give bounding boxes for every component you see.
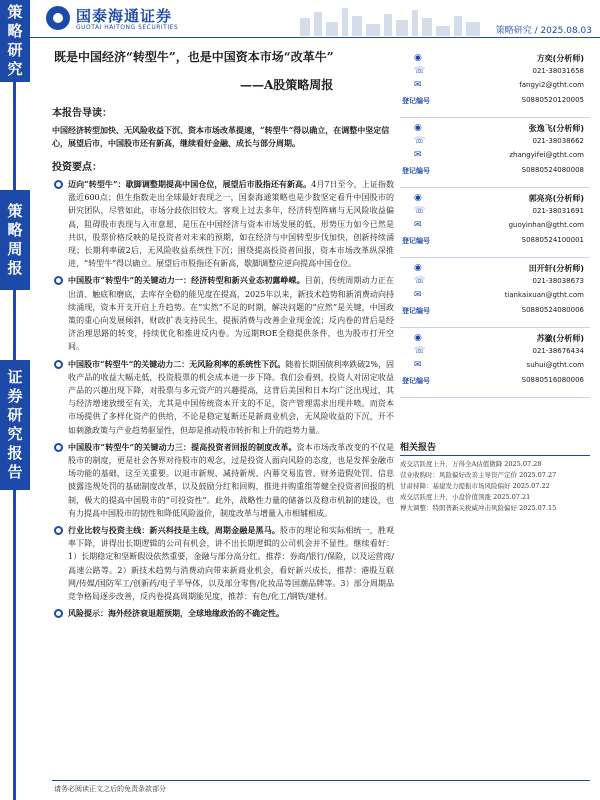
phone-icon: ☏ xyxy=(414,276,426,286)
strip-label-strategy-research: 策 略 研 究 xyxy=(0,0,30,82)
analyst-email[interactable]: tiankaixuan@gtht.com xyxy=(504,291,584,299)
bullet-icon xyxy=(54,609,63,618)
registration-number: S0880524100001 xyxy=(521,236,584,244)
key-point xyxy=(52,178,394,270)
analyst-name: 郭亮亮(分析师) xyxy=(528,194,584,203)
analyst-card xyxy=(400,188,590,258)
registration-label: 登记编号 xyxy=(402,237,430,245)
disclaimer-footer: 请务必阅读正文之后的免责条款部分 xyxy=(54,785,166,793)
registration-number: S0880524080008 xyxy=(521,166,584,174)
key-point-lead: 中国股市“转型牛”的关键动力三：提高投资者回报的制度改革。 xyxy=(68,441,297,452)
registration-label: 登记编号 xyxy=(402,307,430,315)
company-name: 国泰海通证券 xyxy=(76,7,173,25)
key-point-lead: 行业比较与投资主线：新兴科技是主线，周期金融是黑马。 xyxy=(68,525,280,536)
report-category-date: 策略研究 / 2025.08.03 xyxy=(495,26,592,36)
analyst-phone: 021-38031691 xyxy=(532,207,584,215)
related-reports xyxy=(400,440,590,514)
phone-icon: ☏ xyxy=(414,206,426,216)
related-report-item[interactable]: 成交活跃度上升，万得全A估值微降 2025.07.28 xyxy=(400,460,542,468)
related-report-item[interactable]: 营业收购时：风险偏好改善主导资产定价 2025.07.27 xyxy=(400,471,557,479)
phone-icon: ☏ xyxy=(414,136,426,146)
analyst-card xyxy=(400,258,590,328)
related-reports-heading: 相关报告 xyxy=(400,440,590,456)
report-subtitle: ——A股策略周报 xyxy=(240,78,334,92)
key-point-body: 资本市场改革改变的不仅是股市的制度，更是社会各界对待股市的观念，过是投资人面向风险的态度，也是发挥金融市场功能的基础，这至关重要。以退市新规、减持新规、内幕交易监管、财务造假处罚、信息披露违规处罚的基础制度改革，以及鼓励分红和回购、推进并购重组等健全投资者回报的机制，极大的提高中国股市的“可投资性”。此外，战略性力量的储备以及稳市机制的建设，也有力提高中国股市的韧性和降低风险溢价，制度改革与增量入市相辅相成。 xyxy=(68,442,395,518)
skyline-graphic-icon xyxy=(290,4,490,36)
phone-icon: ☏ xyxy=(414,346,426,356)
main-content xyxy=(52,104,394,625)
key-point-body: 随着长期国债利率跌破2%，固收产品的收益大幅走低，投资股票的机会成本进一步下降。我们会看到，投资人对固定收益产品的兴趣出现下降，对股票与多元资产的兴趣提高，这背后美国和日本均广泛出现过，其与经济增速放缓至有关，尤其是中国传统资本开支的不足，资产管理需求出现井喷。而资本市场提供了多样化资产的供给，不论是稳定复断还是新商业机会，无风险收益的下沉，开不如刺激政策与产业趋势驱显性，但却是推动股市转折和上升的趋势力量。 xyxy=(68,359,394,435)
key-point-body: 4月7日至今，上证指数涨近600点；但生指数走出全球最好表现之一，国泰海通策略也是少数坚定看升中国股市的研究团队，尽管如此，市场分歧依旧较大。客观上过去多年，经济转型阵痛与无风险收益偏高，阻碍股市表现与入市意愿，是压在中国经济与资本市场发展的低、形势压力如今已然是共识，股票价格反映的是投资者对未来的预期，如在经济与中国转型步伐加快，创新持续涌现；长期利率破2后，无风险收益系统性下沉；围绕提高投资者回报，资本市场改革纵深推进，“转型牛”得以确立。展望后市股指还有新高，歇脚调整应逆向提高中国仓位。 xyxy=(68,180,395,269)
user-icon: ◉ xyxy=(414,123,422,133)
intro-heading: 本报告导读： xyxy=(52,108,112,119)
key-point-lead: 风险提示：海外经济衰退超预期，全球地缘政治的不确定性。 xyxy=(68,608,284,619)
analyst-email[interactable]: suhui@gtht.com xyxy=(526,361,584,369)
analyst-name: 张逸飞(分析师) xyxy=(528,124,584,133)
strip-divider xyxy=(13,290,16,360)
analyst-panel xyxy=(400,48,590,398)
key-point-body: 股市的理论和实际相统一，胜观率下降，讲得出长期逻辑的公司有机会，讲不出长期逻辑的公司机会并不显性。继续看好：1）长期稳定和坚断假设依然重要，金融与部分高分红。推荐：券商/银行/保险，以及运营商/高速公路等。2）新技术趋势与消费动向带来新商业机会，看好新兴成长，推荐：港股互联网/传媒/国防军工/创新药/电子半导体，以及部分零售/化妆品等国潮品牌等。3）部分周期品竞争格局逐步改善，反内卷提高周期能见度，推荐：有色/化工/钢铁/建材。 xyxy=(68,526,394,602)
key-point xyxy=(52,274,394,353)
analyst-card xyxy=(400,328,590,398)
registration-label: 登记编号 xyxy=(402,167,430,175)
key-point-body: 目前，传统周期动力正在出清、触底和磨底，去库存全稳的能见度在提高，2025年以来，新技术趋势和新消费动向持续涌现，资本开支开启上升趋势。在“实然”不足的时期，解决问题的“应然”是关键，中国政策的重心向发展倾斜，财政扩表支持民生，提振消费与改善企业现金流；反内卷的背后是经济治理思路的转变，持续优化和推进反内卷。为远期ROE全稳提供条件，也为股市打开空间。 xyxy=(68,276,395,352)
bullet-icon xyxy=(54,443,63,452)
user-icon: ◉ xyxy=(414,263,422,273)
analyst-phone: 021-38031658 xyxy=(532,67,584,75)
analyst-phone: 021-38038662 xyxy=(532,137,584,145)
bullet-icon xyxy=(54,276,63,285)
analyst-name: 方奕(分析师) xyxy=(536,54,584,63)
analyst-phone: 021-38038673 xyxy=(532,277,584,285)
related-report-item[interactable]: 博大调整：特朗普新关税威冲击风险偏好 2025.07.15 xyxy=(400,504,557,512)
related-report-item[interactable]: 甘肃持降：基建发力提振市场风险偏好 2025.07.22 xyxy=(400,482,550,490)
bullet-icon xyxy=(54,360,63,369)
analyst-email[interactable]: zhangyifei@gtht.com xyxy=(509,151,584,159)
key-point-lead: 中国股市“转型牛”的关键动力二：无风险利率的系统性下沉。 xyxy=(68,358,286,369)
registration-label: 登记编号 xyxy=(402,97,430,105)
analyst-card xyxy=(400,118,590,188)
intro-text: 中国经济转型加快、无风险收益下沉、资本市场改革提速，“转型牛”得以确立，在调整中坚定信心，展望后市，中国股市还有新高，继续看好金融、成长与部分周期。 xyxy=(52,125,390,148)
analyst-name: 田开轩(分析师) xyxy=(528,264,584,273)
strip-label-securities-research-report: 证 券 研 究 报 告 xyxy=(0,360,30,490)
key-points-heading: 投资要点： xyxy=(52,162,102,173)
company-logo-icon xyxy=(46,6,70,30)
side-strip xyxy=(0,0,30,800)
key-point xyxy=(52,524,394,603)
strip-divider xyxy=(13,490,16,800)
risk-warning xyxy=(52,607,394,620)
analyst-phone: 021-38676434 xyxy=(532,347,584,355)
registration-number: S0880524080006 xyxy=(521,306,584,314)
analyst-email[interactable]: fangyi2@gtht.com xyxy=(519,81,584,89)
key-point xyxy=(52,358,394,437)
email-icon: ✉ xyxy=(414,290,422,300)
strip-label-strategy-weekly: 策 略 周 报 xyxy=(0,190,30,290)
page-header xyxy=(30,0,600,38)
email-icon: ✉ xyxy=(414,150,422,160)
bullet-icon xyxy=(54,526,63,535)
registration-number: S0880520120005 xyxy=(521,96,584,104)
analyst-name: 苏徽(分析师) xyxy=(536,334,584,343)
report-title: 既是中国经济“转型牛”，也是中国资本市场“改革牛” xyxy=(54,50,334,64)
analyst-email[interactable]: guoyinhan@gtht.com xyxy=(508,221,584,229)
email-icon: ✉ xyxy=(414,80,422,90)
analyst-card xyxy=(400,48,590,118)
phone-icon: ☏ xyxy=(414,66,426,76)
registration-label: 登记编号 xyxy=(402,377,430,385)
key-point xyxy=(52,441,394,520)
footer-divider xyxy=(52,780,590,781)
user-icon: ◉ xyxy=(414,333,422,343)
email-icon: ✉ xyxy=(414,360,422,370)
email-icon: ✉ xyxy=(414,220,422,230)
user-icon: ◉ xyxy=(414,193,422,203)
key-point-lead: 迈向“转型牛”：歇脚调整期提高中国仓位，展望后市股指还有新高。 xyxy=(68,179,312,189)
strip-divider xyxy=(13,82,16,190)
bullet-icon xyxy=(54,180,63,189)
user-icon: ◉ xyxy=(414,53,422,63)
company-name-en: GUOTAI HAITONG SECURITIES xyxy=(76,24,179,31)
related-report-item[interactable]: 成交活跃度上升，小盘价值领涨 2025.07.21 xyxy=(400,493,531,501)
key-point-lead: 中国股市“转型牛”的关键动力一：经济转型和新兴业态初露峥嵘。 xyxy=(68,275,305,286)
registration-number: S0880516080006 xyxy=(521,376,584,384)
